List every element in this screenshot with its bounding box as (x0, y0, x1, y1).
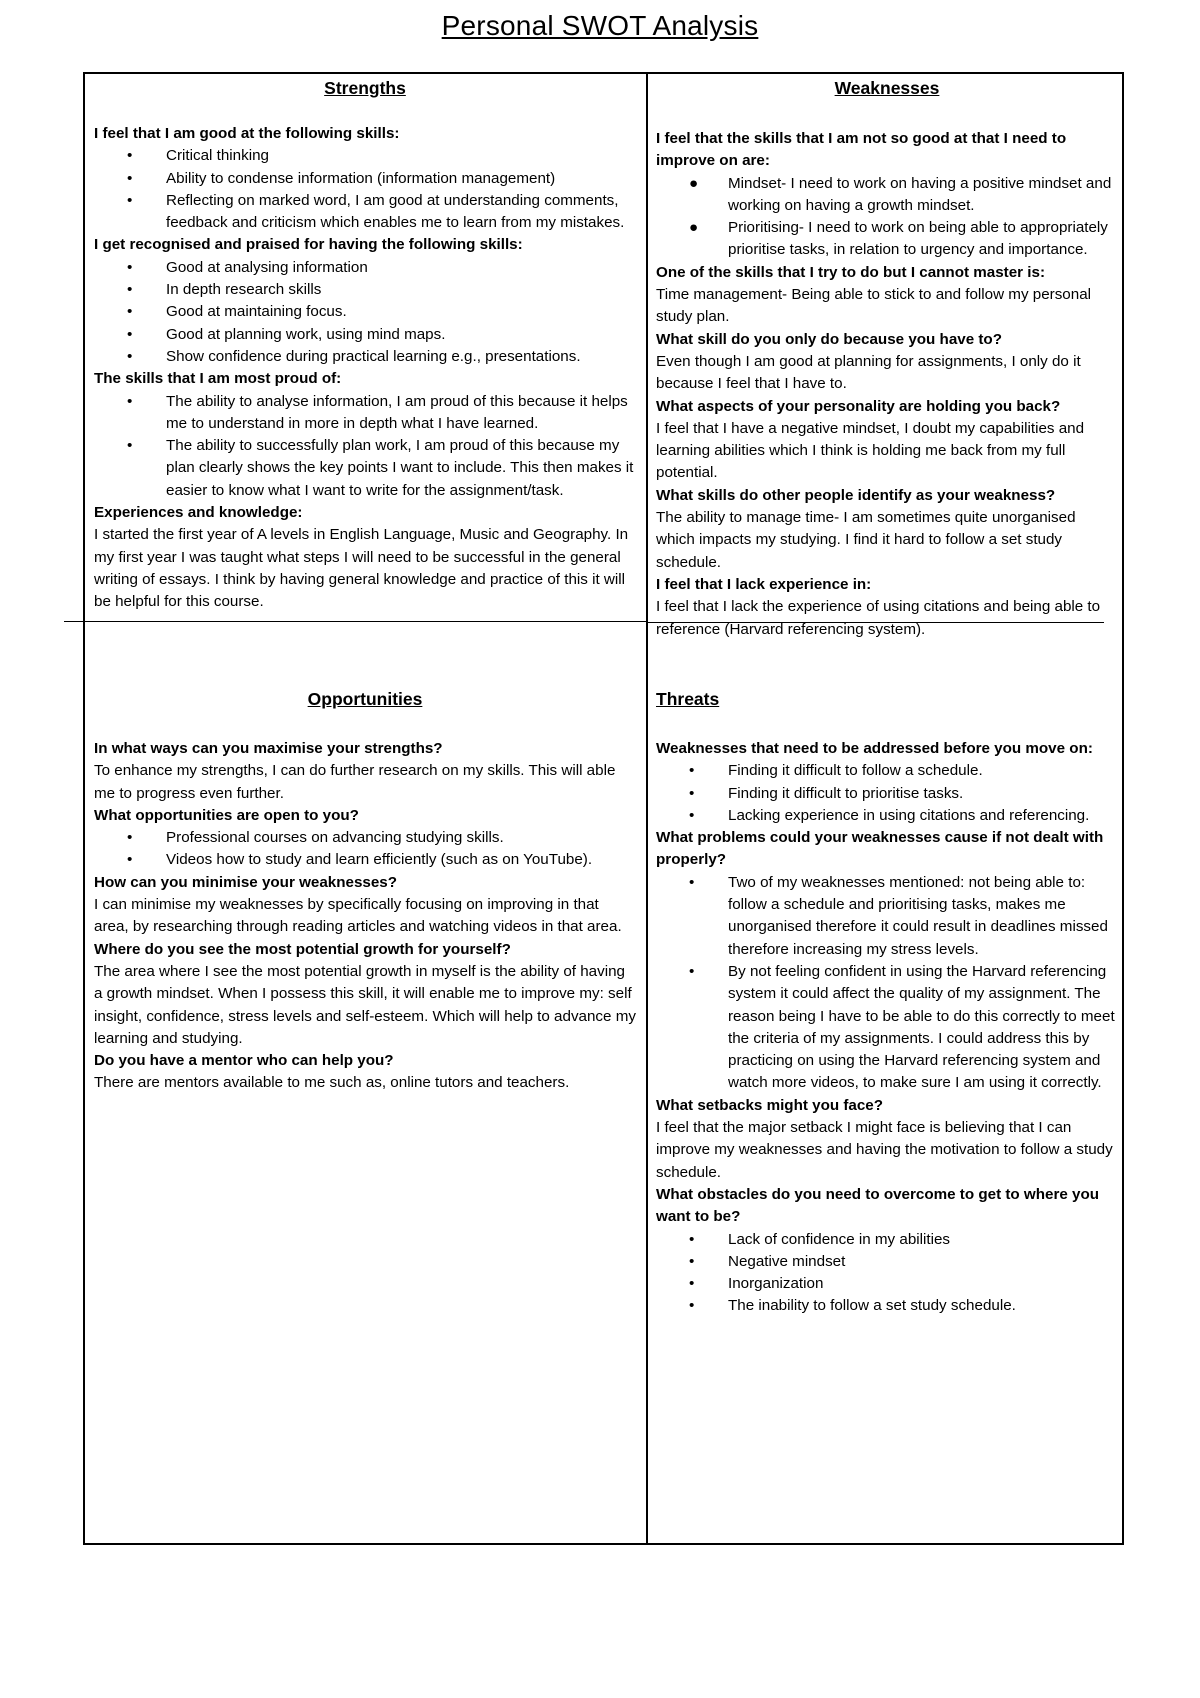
opportunities-question: Do you have a mentor who can help you? (94, 1052, 394, 1070)
opportunities-answer: The area where I see the most potential growth in myself is the ability of having a growth mindset. When I possess this skill, it will enable me to improve my: self insight, confidence, stress levels and self-esteem. Which will help to advance my learning and studying. (94, 962, 636, 1047)
strengths-section (94, 76, 636, 614)
weaknesses-answer: Even though I am good at planning for assignments, I only do it because I feel that I have to. (656, 352, 1081, 393)
quadrant-divider-left (64, 621, 647, 622)
threats-list (656, 872, 1118, 1095)
weaknesses-question: I feel that the skills that I am not so good at that I need to improve on are: (656, 130, 1067, 170)
list-item: • Lacking experience in using citations and referencing. (689, 806, 1090, 824)
threats-heading: Threats (656, 689, 720, 709)
strengths-list (94, 391, 636, 502)
list-item: • Good at planning work, using mind maps. (127, 325, 446, 343)
list-item: • Inorganization (689, 1275, 824, 1293)
weaknesses-answer: Time management- Being able to stick to and follow my personal study plan. (656, 286, 1092, 326)
strengths-question: Experiences and knowledge: (94, 504, 303, 522)
list-item: • The ability to analyse information, I am proud of this because it helps me to understand in more in depth what I have learned. (127, 392, 628, 432)
threats-section (656, 687, 1118, 1318)
weaknesses-answer: I feel that I lack the experience of using citations and being able to reference (Harvard referencing system). (656, 598, 1101, 638)
threats-question: What setbacks might you face? (656, 1096, 884, 1114)
list-item: • Show confidence during practical learning e.g., presentations. (127, 347, 581, 365)
weaknesses-question: What skill do you only do because you have to? (656, 330, 1002, 348)
list-item: • Good at analysing information (127, 258, 368, 276)
column-divider (646, 72, 648, 1545)
weaknesses-section (656, 76, 1118, 641)
page-title: Personal SWOT Analysis (441, 10, 759, 41)
opportunities-answer: There are mentors available to me such as, online tutors and teachers. (94, 1074, 570, 1092)
threats-question: Weaknesses that need to be addressed before you move on: (656, 740, 1093, 757)
weaknesses-list (656, 173, 1118, 262)
list-item: • The inability to follow a set study schedule. (689, 1297, 1016, 1315)
list-item: • In depth research skills (127, 281, 322, 299)
list-item: • Finding it difficult to follow a schedule. (689, 762, 983, 780)
list-item: • Ability to condense information (information management) (127, 169, 556, 187)
opportunities-question: What opportunities are open to you? (94, 806, 359, 824)
list-item: • Negative mindset (689, 1252, 846, 1270)
list-item: • Critical thinking (127, 147, 269, 165)
strengths-question: The skills that I am most proud of: (94, 370, 342, 388)
list-item: • Professional courses on advancing studying skills. (127, 829, 504, 847)
list-item: • Good at maintaining focus. (127, 303, 347, 321)
strengths-question: I feel that I am good at the following skills: (94, 125, 400, 142)
weaknesses-question: I feel that I lack experience in: (656, 575, 872, 593)
strengths-heading: Strengths (324, 78, 406, 98)
opportunities-answer: I can minimise my weaknesses by specifically focusing on improving in that area, by researching through reading articles and watching videos in that area. (94, 896, 622, 936)
list-item: • Reflecting on marked word, I am good at understanding comments, feedback and criticism which enables me to learn from my mistakes. (127, 191, 625, 232)
list-item: • The ability to successfully plan work, I am proud of this because my plan clearly shows the key points I want to include. This then makes it easier to know what I want to write for the assignment/task. (127, 437, 634, 499)
threats-answer: I feel that the major setback I might face is believing that I can improve my weaknesses and having the motivation to follow a study schedule. (656, 1119, 1113, 1181)
opportunities-heading: Opportunities (307, 689, 423, 709)
list-item: • Two of my weaknesses mentioned: not being able to: follow a schedule and prioritising tasks, makes me unorganised therefore it could result in deadlines missed therefore increasing my stress levels. (689, 873, 1108, 958)
strengths-question: I get recognised and praised for having the following skills: (94, 236, 523, 254)
weaknesses-answer: The ability to manage time- I am sometimes quite unorganised which impacts my studying. I find it hard to follow a set study schedule. (656, 509, 1076, 571)
opportunities-question: In what ways can you maximise your strengths? (94, 740, 443, 757)
threats-list (656, 1229, 1118, 1318)
threats-list (656, 760, 1118, 827)
strengths-list (94, 257, 636, 368)
list-item: • By not feeling confident in using the Harvard referencing system it could affect the quality of my assignment. The reason being I have to be able to do this correctly to meet the criteria of my assignments. I could address this by practicing on using the Harvard referencing system and watch more videos, to make sure I am using it correctly. (689, 962, 1115, 1092)
list-item: • Lack of confidence in my abilities (689, 1230, 951, 1248)
opportunities-question: Where do you see the most potential growth for yourself? (94, 940, 511, 958)
weaknesses-heading: Weaknesses (834, 78, 940, 98)
threats-question: What obstacles do you need to overcome to get to where you want to be? (656, 1185, 1100, 1226)
list-item: ● Mindset- I need to work on having a positive mindset and working on having a growth mindset. (689, 174, 1112, 214)
weaknesses-question: One of the skills that I try to do but I cannot master is: (656, 263, 1046, 281)
threats-question: What problems could your weaknesses cause if not dealt with properly? (656, 829, 1104, 869)
opportunities-section (94, 687, 636, 1095)
weaknesses-question: What skills do other people identify as your weakness? (656, 486, 1056, 504)
opportunities-answer: To enhance my strengths, I can do further research on my skills. This will able me to progress even further. (94, 762, 616, 802)
list-item: • Videos how to study and learn efficiently (such as on YouTube). (127, 851, 593, 869)
weaknesses-question: What aspects of your personality are holding you back? (656, 397, 1061, 415)
opportunities-question: How can you minimise your weaknesses? (94, 873, 398, 891)
opportunities-list (94, 827, 636, 872)
weaknesses-answer: I feel that I have a negative mindset, I doubt my capabilities and learning abilities which I think is holding me back from my full potential. (656, 419, 1085, 482)
list-item: • Finding it difficult to prioritise tasks. (689, 784, 964, 802)
strengths-answer: I started the first year of A levels in English Language, Music and Geography. In my first year I was taught what steps I will need to be successful in the general writing of essays. I think by having general knowledge and practice of this it will be helpful for this course. (94, 526, 629, 611)
strengths-list (94, 145, 636, 234)
list-item: ● Prioritising- I need to work on being able to appropriately prioritise tasks, in relation to urgency and importance. (689, 219, 1108, 259)
